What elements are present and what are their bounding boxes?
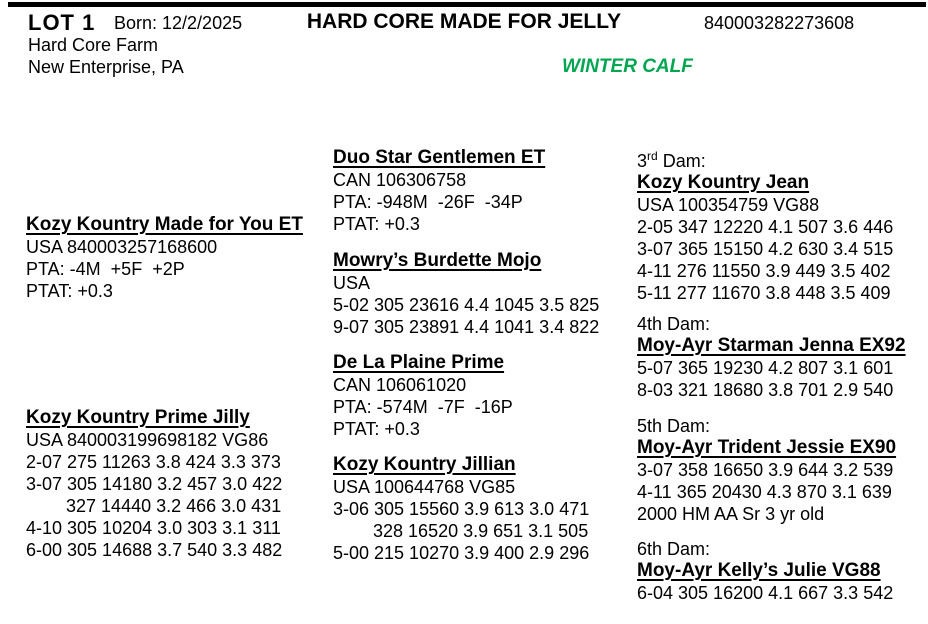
registration-number: 840003282273608 xyxy=(704,13,855,33)
third-dam-record-line: 3-07 365 15150 4.2 630 3.4 515 xyxy=(637,239,894,259)
animal-name-title: HARD CORE MADE FOR JELLY xyxy=(306,10,622,33)
grandsire-ptat-line: PTAT: +0.3 xyxy=(333,214,420,234)
third-dam-record-line: 4-11 276 11550 3.9 449 3.5 402 xyxy=(637,261,891,281)
sixth-dam-record-line: 6-04 305 16200 4.1 667 3.3 542 xyxy=(637,583,894,603)
maternal-granddam-record-line: 3-06 305 15560 3.9 613 3.0 471 xyxy=(333,499,590,519)
season-label: WINTER CALF xyxy=(562,56,693,77)
granddam-record-line: 9-07 305 23891 4.4 1041 3.4 822 xyxy=(333,317,600,337)
dam-record-line: 6-00 305 14688 3.7 540 3.3 482 xyxy=(26,540,283,560)
fifth-dam-name: Moy-Ayr Trident Jessie EX90 xyxy=(637,437,897,458)
maternal-grandsire-name: De La Plaine Prime xyxy=(333,352,505,373)
fifth-dam-record-line: 3-07 358 16650 3.9 644 3.2 539 xyxy=(637,460,894,480)
sire-block xyxy=(26,214,303,302)
sire-pta-line: PTA: -4M +5F +2P xyxy=(26,259,185,279)
sire-id-line: USA 840003257168600 xyxy=(26,237,218,257)
maternal-granddam-id-line: USA 100644768 VG85 xyxy=(333,477,516,497)
third-dam-block xyxy=(637,145,893,304)
maternal-grandsire-pta-line: PTA: -574M -7F -16P xyxy=(333,397,513,417)
third-dam-label-ordinal: rd xyxy=(647,149,658,163)
maternal-grandsire-block xyxy=(333,352,513,440)
fourth-dam-record-line: 8-03 321 18680 3.8 701 2.9 540 xyxy=(637,380,894,400)
granddam-record-line: 5-02 305 23616 4.4 1045 3.5 825 xyxy=(333,295,600,315)
third-dam-label-text: Dam: xyxy=(657,151,706,171)
fifth-dam-award-line: 2000 HM AA Sr 3 yr old xyxy=(637,504,825,524)
maternal-granddam-record-line: 328 16520 3.9 651 3.1 505 xyxy=(333,521,589,541)
third-dam-label-number: 3 xyxy=(637,151,648,171)
maternal-granddam-record-line: 5-00 215 10270 3.9 400 2.9 296 xyxy=(333,543,590,563)
farm-location: New Enterprise, PA xyxy=(28,57,184,77)
top-divider-rule xyxy=(8,2,926,7)
fourth-dam-record-line: 5-07 365 19230 4.2 807 3.1 601 xyxy=(637,358,894,378)
third-dam-label xyxy=(637,145,893,172)
granddam-id-line: USA xyxy=(333,273,371,293)
sixth-dam-label: 6th Dam: xyxy=(637,539,711,559)
grandsire-name: Duo Star Gentlemen ET xyxy=(333,147,546,168)
sixth-dam-name: Moy-Ayr Kelly’s Julie VG88 xyxy=(637,560,881,581)
maternal-granddam-name: Kozy Kountry Jillian xyxy=(333,454,516,475)
granddam-name: Mowry’s Burdette Mojo xyxy=(333,250,542,271)
dam-record-line: 3-07 305 14180 3.2 457 3.0 422 xyxy=(26,474,283,494)
dam-id-line: USA 840003199698182 VG86 xyxy=(26,430,269,450)
born-date: Born: 12/2/2025 xyxy=(114,13,243,33)
sire-name: Kozy Kountry Made for You ET xyxy=(26,214,303,235)
fifth-dam-label: 5th Dam: xyxy=(637,416,711,436)
maternal-grandsire-ptat-line: PTAT: +0.3 xyxy=(333,419,420,439)
dam-name: Kozy Kountry Prime Jilly xyxy=(26,407,250,428)
fifth-dam-block xyxy=(637,415,896,525)
fifth-dam-record-line: 4-11 365 20430 4.3 870 3.1 639 xyxy=(637,482,892,502)
grandsire-block xyxy=(333,147,545,235)
lot-number: LOT 1 xyxy=(28,10,96,35)
dam-record-line: 327 14440 3.2 466 3.0 431 xyxy=(26,496,282,516)
dam-block xyxy=(26,407,282,561)
dam-record-line: 2-07 275 11263 3.8 424 3.3 373 xyxy=(26,452,281,472)
third-dam-record-line: 2-05 347 12220 4.1 507 3.6 446 xyxy=(637,217,894,237)
maternal-grandsire-id-line: CAN 106061020 xyxy=(333,375,467,395)
sixth-dam-block xyxy=(637,538,893,604)
fourth-dam-label: 4th Dam: xyxy=(637,314,711,334)
dam-record-line: 4-10 305 10204 3.0 303 3.1 311 xyxy=(26,518,281,538)
maternal-granddam-block xyxy=(333,454,589,564)
fourth-dam-block xyxy=(637,313,906,401)
sire-ptat-line: PTAT: +0.3 xyxy=(26,281,113,301)
farm-name: Hard Core Farm xyxy=(28,35,159,55)
third-dam-record-line: 5-11 277 11670 3.8 448 3.5 409 xyxy=(637,283,891,303)
fourth-dam-name: Moy-Ayr Starman Jenna EX92 xyxy=(637,335,906,356)
third-dam-id-line: USA 100354759 VG88 xyxy=(637,195,820,215)
granddam-block xyxy=(333,250,599,338)
grandsire-pta-line: PTA: -948M -26F -34P xyxy=(333,192,523,212)
grandsire-id-line: CAN 106306758 xyxy=(333,170,467,190)
third-dam-name: Kozy Kountry Jean xyxy=(637,172,810,193)
